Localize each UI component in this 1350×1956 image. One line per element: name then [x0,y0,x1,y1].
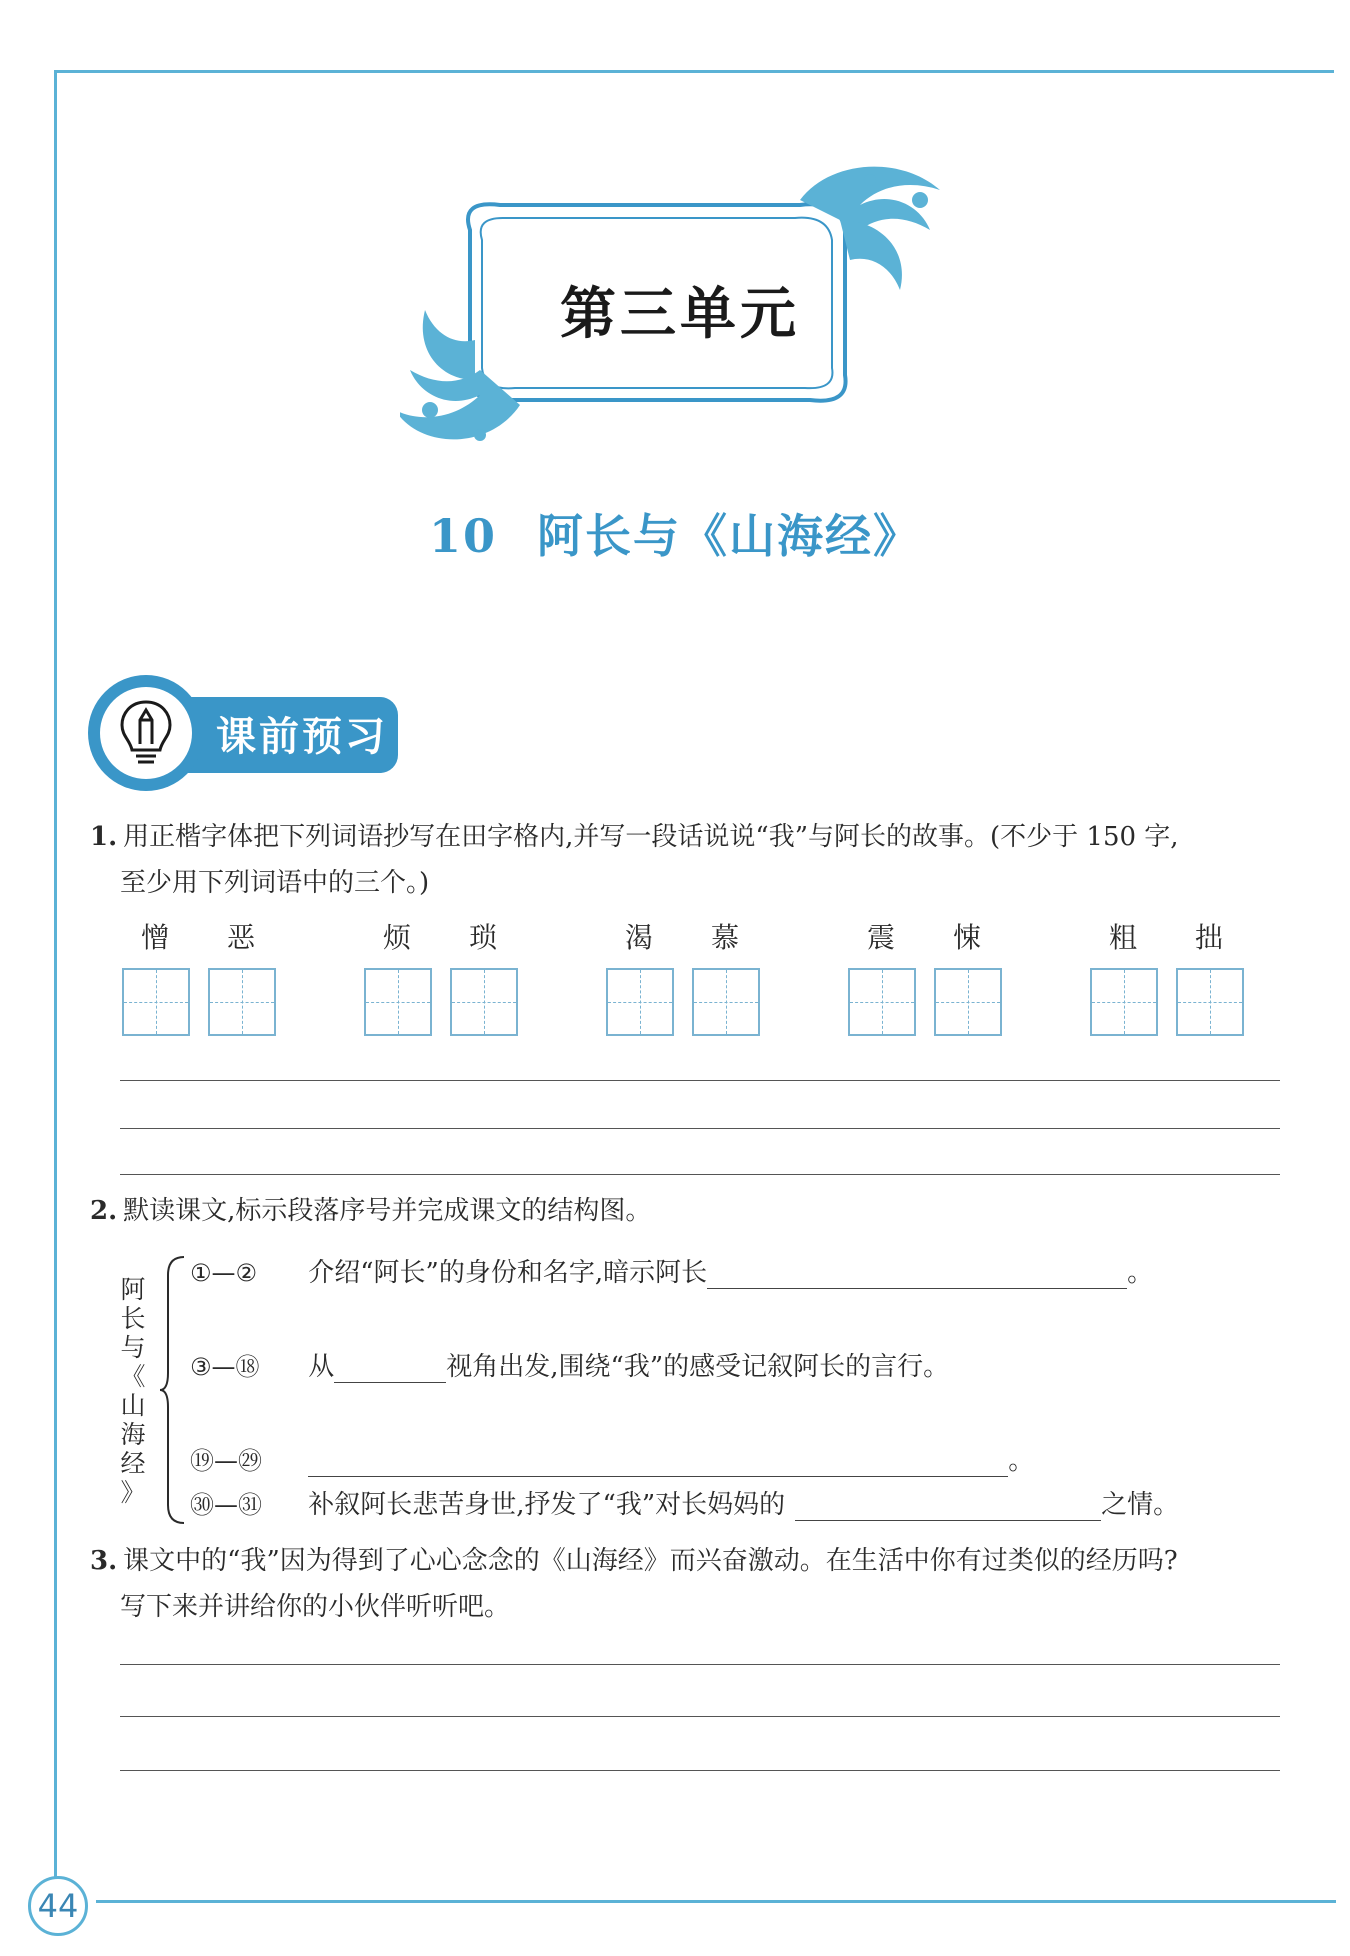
root-char: 与 [120,1333,146,1362]
root-char: 山 [120,1391,146,1420]
structure-root-label [118,1275,148,1507]
question-2-number: 2. [90,1196,118,1226]
question-1-text: 用正楷字体把下列词语抄写在田字格内,并写一段话说说“我”与阿长的故事。(不少于 150 字, [123,822,1179,852]
answer-blank[interactable] [308,1446,1008,1477]
structure-row-4 [190,1484,1179,1521]
question-1-number: 1. [90,822,118,852]
page-number: 44 [28,1876,88,1936]
question-1 [90,814,1290,906]
question-3-number: 3. [90,1546,118,1576]
word-char: 琐 [468,921,497,954]
row-text: 补叙阿长悲苦身世,抒发了“我”对长妈妈的 [308,1490,786,1520]
root-char: 《 [120,1362,146,1391]
tianzige-cell[interactable] [934,968,1002,1036]
section-circle [88,675,204,791]
tianzige-cell[interactable] [1176,968,1244,1036]
tianzige-cell[interactable] [450,968,518,1036]
root-char: 》 [120,1478,146,1507]
root-char: 海 [120,1420,146,1449]
tianzige-cell[interactable] [122,968,190,1036]
answer-blank[interactable] [707,1258,1127,1289]
word-char: 恶 [226,921,255,954]
row-text: 从 [308,1352,335,1382]
structure-row-1 [190,1252,1153,1289]
paragraph-range: ⑲—㉙ [190,1447,262,1475]
paragraph-range: ③—⑱ [190,1353,260,1381]
word-char: 慕 [710,921,739,954]
answer-blank[interactable] [334,1352,446,1383]
page-frame-top [54,70,1334,73]
structure-row-2 [190,1346,949,1383]
writing-line[interactable] [120,1770,1280,1771]
lesson-number: 10 [428,509,497,563]
root-char: 阿 [120,1275,146,1304]
paragraph-range: ①—② [190,1259,258,1287]
writing-line[interactable] [120,1080,1280,1081]
question-2 [90,1188,1290,1234]
answer-blank[interactable] [795,1490,1101,1521]
section-badge [88,675,408,795]
word-char: 粗 [1108,921,1137,954]
unit-badge [400,160,960,450]
question-2-text: 默读课文,标示段落序号并完成课文的结构图。 [123,1196,652,1226]
page-frame-bottom [96,1900,1336,1903]
paragraph-range: ㉚—㉛ [190,1491,262,1519]
tianzige-cell[interactable] [1090,968,1158,1036]
question-3 [90,1538,1310,1630]
lesson-title [0,500,1350,566]
word-char: 渴 [624,921,653,954]
word-char: 震 [866,921,895,954]
writing-line[interactable] [120,1664,1280,1665]
row-text: 。 [1008,1446,1035,1476]
root-char: 长 [120,1304,146,1333]
word-char: 拙 [1194,921,1223,954]
row-text: 。 [1127,1258,1154,1288]
question-3-text: 课文中的“我”因为得到了心心念念的《山海经》而兴奋激动。在生活中你有过类似的经历吗? [123,1546,1178,1576]
tianzige-cell[interactable] [692,968,760,1036]
writing-line[interactable] [120,1716,1280,1717]
writing-line[interactable] [120,1174,1280,1175]
lesson-name: 阿长与《山海经》 [537,509,921,563]
tianzige-cell[interactable] [606,968,674,1036]
word-char: 烦 [382,921,411,954]
row-text: 视角出发,围绕“我”的感受记叙阿长的言行。 [446,1352,950,1382]
row-text: 介绍“阿长”的身份和名字,暗示阿长 [308,1258,708,1288]
question-3-text-cont: 写下来并讲给你的小伙伴听听吧。 [120,1592,511,1622]
unit-title: 第三单元 [560,282,800,347]
row-text: 之情。 [1101,1490,1180,1520]
tianzige-cell[interactable] [848,968,916,1036]
brace-icon [158,1255,188,1525]
structure-row-3 [190,1440,1034,1477]
lightbulb-pencil-icon [116,698,176,768]
root-char: 经 [120,1449,146,1478]
section-label: 课前预习 [216,714,388,760]
tianzige-cell[interactable] [208,968,276,1036]
writing-line[interactable] [120,1128,1280,1129]
word-char: 悚 [952,921,981,954]
page-frame-left [54,70,57,1880]
tianzige-cell[interactable] [364,968,432,1036]
word-char: 憎 [140,921,169,954]
question-1-text-cont: 至少用下列词语中的三个。) [120,868,430,898]
